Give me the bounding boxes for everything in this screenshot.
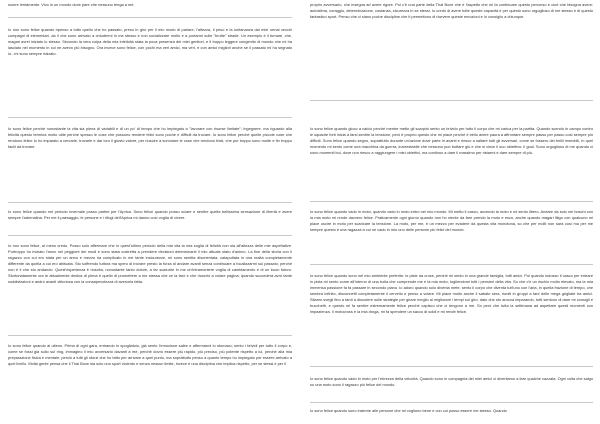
divider bbox=[8, 17, 292, 18]
paragraph: Io sono felice perché nonostante la vita sia piena di variabili e di un po' di tempo che ho impiegato a "lavorare con risorse limitate"; ingegnere, ma riguardo alla felicità questo termina molto utile perché spesso le cose che possono rendere felici sono poche e difficili da trovare. Io sono felice perché quelle piccole cose che rendono felice io ho imparato a cercarle, trovarle e dar loro il giusto valore, per riuscire a sorvolare le cose che rendono tristi, che pur troppo sono molte e fin troppo facili da trovare. bbox=[8, 126, 292, 149]
paragraph: Io sono felice quando nel periodo invernale posso partire per l'Aprica. Sono felice quando posso sciare e sentire quella bellissima sensazione di libertà e avere sempre l'adrenalina. Per me il paesaggio, le persone e i rifugi dell'Aprica mi danno così voglia di vivere. bbox=[8, 209, 292, 220]
paragraph: Io non sono felice quando ripenso a tutto quello che ho passato, preso in giro per il mio modo di parlare, l'altezza, il peso e la lontananza dai miei ormai vecchi compagni di elementari, da lì che sono arrivato a chiudermi in me stesso e non socializzare molto e a portarmi sulle "brutte" strade. Un esempio è il fumare, che, magari avrei iniziato lo stesso. Secondo la vera colpa della mia infelicità stata la poca presenza dei miei genitori, e il troppo leggere congenito di mondo che mi ha lasciato nel momento in cui ne avevo più bisogno. Ora invece sono felice, con pochi ma veri amici, ma veri, e con amici migliori anche se il passato mi ha segnato io...mi sono sempre rialzato. bbox=[8, 27, 292, 56]
paragraph: proprio avversario, che insegna ad avere rigore. Poi c'è una parte della Thai Boxe che è l'aspetto che mi fa continuare questo percorso e cioè che bisogna avere: autostima, coraggio, determinazione, costanza, sicurezza in se stessi. Io credo di avere tutte queste capacità e per questo sono orgoglioso di me stesso e di questo fantastico sport. Penso che ci siano poche discipline che ti permettono di ricevere queste emozioni e lo consiglio a chiunque. bbox=[310, 2, 593, 19]
divider bbox=[310, 201, 593, 202]
paragraph: Io sono felice quando sono insieme alle persone che mi vogliono bene e con cui posso essere me stesso. Quando bbox=[310, 408, 507, 413]
divider bbox=[8, 117, 292, 118]
paragraph: Io sono felice quando sono nel mio ambiente preferito: le piste da cross, perché mi sento in una grande famiglia, tutti amici. Poi quando indosso il casco per entrare in pista mi sento come all'interno di una bolla che comprende me e la mia moto, togliendomi tutti i pensieri della vita. So che c'è un rischio molto elevato, ma la mia immensa passione fa fa passare in secondo piano. Io adoro quando solo diventa mete, sento il corpo che diventa tutt'uno con l'aria, in quella frazione di tempo, che sembra infinito, disconnetti completamente il cervello e penso a volare. Mi piace molto anche il sabato sera, riuniti in gruppi a fare delle mega grigliate tra amici. Stiamo svegli fino a tardi a discutere sulle strategie per girare meglio ai migliorare i tempi sul giro, dato che sto ancora imparando, tutti sentono di dare mi consigli e trucchetti, e questo mi fa sentire estremamente felice perché capisco che ci tengono a me. So però che tutta la settimana ad aspettare questi momenti con impazienza. Il motocross è la mia droga, mi fa spendere un sacco di soldi e mi rende felice. bbox=[310, 273, 593, 314]
paragraph: Io non sono felice, al meno credo. Posso solo affermare che in quest'ultimo periodo della mia vita la mia soglia di felicità non sia all'altezza delle mie aspettative. Purtroppo ho iniziato l'anno nel peggiore dei modi e sono stata costretta a prendere decisioni determinanti il mio attuale stato d'animo. La fine della storia con il ragazzo con cui ero stata per un anno e mezzo ha complicato in me tante insicurezze, mi sono sentita disorientata, catapultata in una realtà completamente differente da quella a cui ero abituata. Sto soffrendo tuttora ma spero di trovare presto la forza di andare avanti senza continuare a focalizzarmi sul passato, perché non è il che sto andando. Quest'esperienza è riuscita, nonostante tanto dolore, a far scaturire in me un'intramontere voglia di cambiamento e di un buon futuro. Sfortunatamente ora le attualmente dedica di piena è quello di promettere a me stessa che ce la farò e che riuscirò a volare pagina; quando succederà avrò tante soddisfazioni e andrò avanti vittoriosa con la consapevolezza di avercela fatta. bbox=[8, 243, 292, 284]
divider bbox=[310, 366, 593, 367]
divider bbox=[8, 235, 292, 236]
paragraph: Io sono felice quando gioco a calcio perché mentre metto gli scarpini sento un brivido per tutto il corpo che mi carica per la partita. Quando scendo in campo contro le squadre forti inizia a farsi sentire la tensione, però è proprio questo che mi piace perché è bello avere paura a affrontare sempre passo per passo così sempre più difficili. Sono felice quando segno, soprattutto durante un'azione dove parte in avanti e riesco a saltare tutti gli avversari, come se fossero dei birilli immobili, in quel momento mi sento come una macchina da guerra, inarrestabile che nessuno può buttare giù e che si vince il suo obiettivo: il goal. Sono orgoglioso di me quando ci sono momenti bui, dove non riesco a raggiungere i miei obiettivi, ma continuo a dare il massimo per ristarmi e dare sempre di più. bbox=[310, 126, 593, 155]
paragraph: Io sono felice quando al ulteno. Prima di ogni gara, entrando in spogliatoio, già sento l'emozione salire e affermarmi lo stomaco; sento i brividi per tutto il corpo e, come se fossi già sullo sul ring, immagino il mio avversario davanti a me, perché dovrò essere più rapido, più preciso, più potente rispetto a lui, perché alla mia preparazione fisica e mentale, perciò a tutti gli sforzi che ho fatto per arrivare a quel punto, ma soprattutto penso a quanto tempo ho impiegato per essere arrivato a quel livello. Molta gente pensa che il Thai Boxe sia solo uno sport violento e senza nessun limite, invece è una disciplina che implica rispetto, per se stessi e per il bbox=[8, 343, 292, 366]
divider bbox=[310, 100, 593, 101]
paragraph: scorre lentamente. Vivo in un mondo dove pare che nessuno tenga a me. bbox=[8, 2, 135, 7]
divider bbox=[8, 335, 292, 336]
paragraph: Io sono felice quando vado in moto, quando vado in moto entro nel mio mondo. Mi metto il casco, accendo la moto e mi sento libero. Andare da solo nei boschi con la mia moto mi rende davvero felice. Praticamente ogni giorno quando non ho niente da fare prendo la moto e esco, anche quando magari litigo con qualcuno mi piace uscire in moto per scaricare la tensione. La moto, per me, è un mezzo per evadere da questa vita monotona, so che per molti non sarà così ma per me sempre questo è una ragazza a cui ne vado in mio uno delle persone più felici del mondo. bbox=[310, 209, 593, 232]
paragraph: Io sono felice quando vado in moto per l'ebrezza della velocità. Quando sono in compagnia dei miei amici ci divertiamo a fare qualche cazzata. Ogni volta che salgo su una moto sono il ragazzo più felice del mondo. bbox=[310, 376, 593, 387]
divider bbox=[310, 402, 593, 403]
divider bbox=[8, 202, 292, 203]
divider bbox=[310, 264, 593, 265]
